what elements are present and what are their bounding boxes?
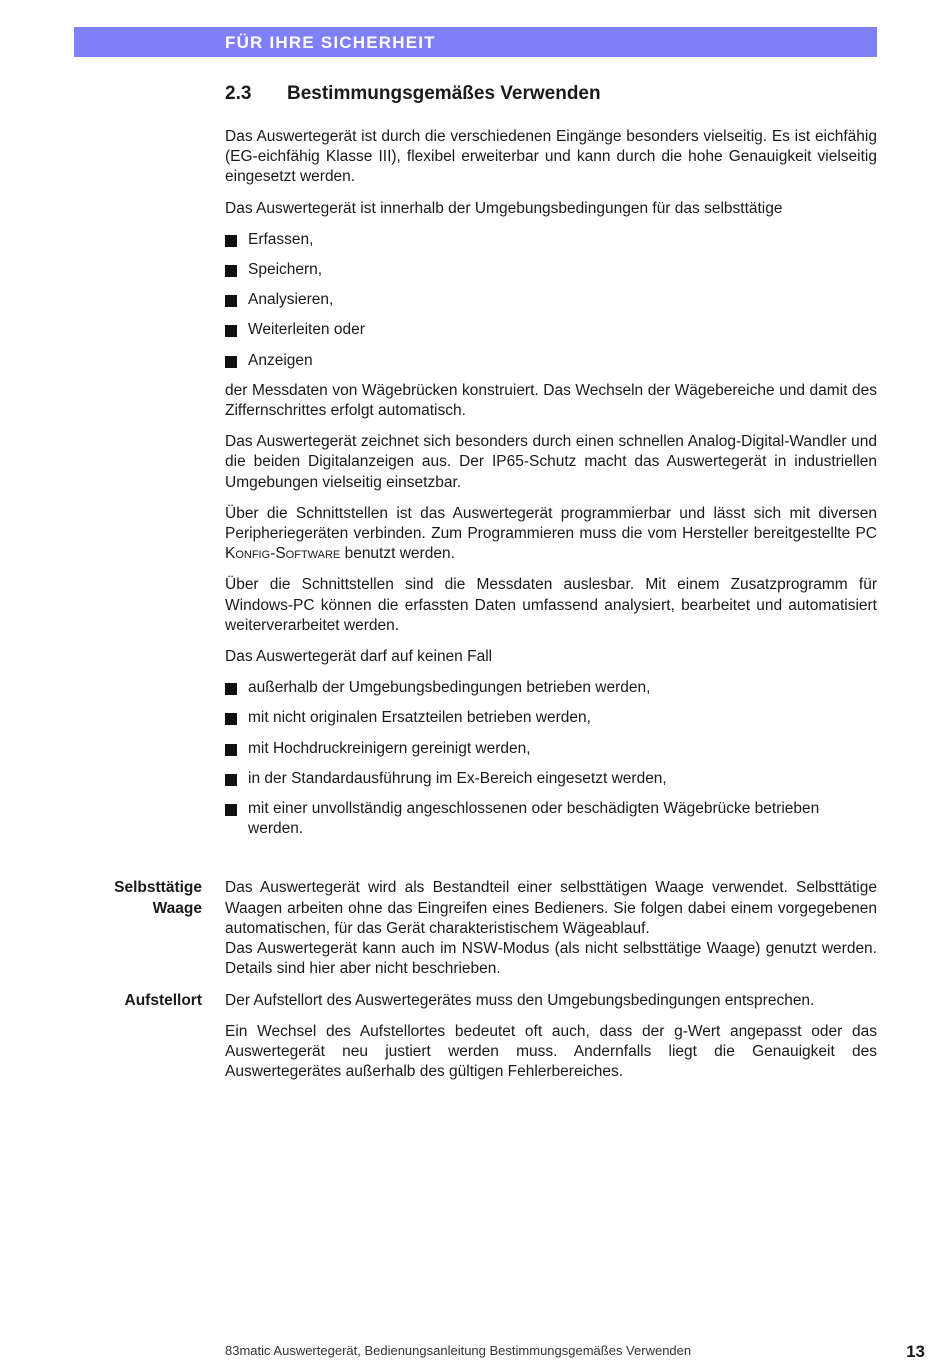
- section-number: 2.3: [225, 83, 252, 104]
- bullet-square-icon: [225, 325, 237, 337]
- margin-label-aufstellort: Aufstellort: [124, 991, 202, 1009]
- list-item: mit nicht originalen Ersatzteilen betrieben werden,: [225, 708, 877, 728]
- list-item: Erfassen,: [225, 230, 877, 250]
- bullet-square-icon: [225, 774, 237, 786]
- bullet-square-icon: [225, 713, 237, 725]
- list-item: Weiterleiten oder: [225, 320, 877, 340]
- section-aufstellort: [124, 991, 877, 1083]
- paragraph-prohibited: Das Auswertegerät darf auf keinen Fall: [225, 648, 493, 666]
- bullet-square-icon: [225, 265, 237, 277]
- function-list: [225, 230, 877, 371]
- paragraph-interfaces: Über die Schnittstellen ist das Auswertegerät programmierbar und lässt sich mit diversen Peripheriegeräten verbinden. Zum Programmieren muss die vom Hersteller bereitgestellte PC Konfig-Software benutzt werden.: [225, 504, 877, 563]
- paragraph-location: Der Aufstellort des Auswertegerätes muss den Umgebungsbedingungen entsprechen.: [225, 991, 815, 1009]
- bullet-square-icon: [225, 804, 237, 816]
- paragraph-nsw-mode: Das Auswertegerät kann auch im NSW-Modus (als nicht selbsttätige Waage) genutzt werden. Details sind hier aber nicht beschrieben.: [225, 940, 877, 978]
- list-item: Analysieren,: [225, 290, 877, 310]
- list-item: Anzeigen: [225, 351, 877, 371]
- list-item: mit Hochdruckreinigern gereinigt werden,: [225, 739, 877, 759]
- paragraph-data-readout: Über die Schnittstellen sind die Messdaten auslesbar. Mit einem Zusatzprogramm für Windows-PC können die erfassten Daten umfassend analysiert, bearbeitet und automatisiert weiterverarbeitet werden.: [225, 576, 877, 634]
- section-header-bar: [74, 27, 877, 57]
- paragraph-converter: Das Auswertegerät zeichnet sich besonders durch einen schnellen Analog-Digital-Wandler und die beiden Digitalanzeigen aus. Der IP65-Schutz macht das Auswertegerät in industriellen Umgebungen vielseitig einsetzbar.: [225, 433, 877, 491]
- paragraph-location-change: Ein Wechsel des Aufstellortes bedeutet oft auch, dass der g-Wert angepasst oder das Auswertegerät neu justiert werden muss. Andernfalls liegt die Genauigkeit des Auswertegerätes außerhalb des gültigen Fehlerbereiches.: [225, 1022, 877, 1081]
- margin-label-selbsttaetige-waage: Selbsttätige Waage: [114, 879, 202, 917]
- paragraph-automatic-scale: Das Auswertegerät wird als Bestandteil einer selbsttätigen Waage verwendet. Selbsttätige Waagen arbeiten ohne das Eingreifen eines Bedieners. Sie folgen dabei einem vorgegebenen automatischen, für das Gerät charakteristischem Wägeablauf.: [225, 879, 877, 937]
- section-selbsttaetige-waage: [114, 878, 877, 979]
- paragraph-measurement: der Messdaten von Wägebrücken konstruiert. Das Wechseln der Wägebereiche und damit des Ziffernschrittes erfolgt automatisch.: [225, 381, 877, 420]
- list-item: mit einer unvollständig angeschlossenen oder beschädigten Wägebrücke betrieben werden.: [225, 799, 877, 839]
- paragraph-intro: Das Auswertegerät ist durch die verschiedenen Eingänge besonders vielseitig. Es ist eichfähig (EG-eichfähig Klasse III), flexibel erweiterbar und kann durch die hohe Genauigkeit vielseitig eingesetzt werden.: [225, 128, 877, 186]
- list-item: Speichern,: [225, 260, 877, 280]
- bullet-square-icon: [225, 295, 237, 307]
- list-item: in der Standardausführung im Ex-Bereich eingesetzt werden,: [225, 769, 877, 789]
- bullet-square-icon: [225, 235, 237, 247]
- bullet-square-icon: [225, 744, 237, 756]
- section-heading: [225, 80, 877, 108]
- footer-text: 83matic Auswertegerät, Bedienungsanleitung Bestimmungsgemäßes Verwenden: [225, 1343, 692, 1358]
- header-title: FÜR IHRE SICHERHEIT: [225, 33, 436, 52]
- page-number: 13: [906, 1342, 925, 1361]
- paragraph-environment: Das Auswertegerät ist innerhalb der Umgebungsbedingungen für das selbsttätige: [225, 199, 783, 217]
- bullet-square-icon: [225, 683, 237, 695]
- prohibited-list: [225, 678, 877, 839]
- bullet-square-icon: [225, 356, 237, 368]
- main-content: [114, 80, 877, 1093]
- software-name: Konfig-Software: [225, 545, 341, 563]
- list-item: außerhalb der Umgebungsbedingungen betrieben werden,: [225, 678, 877, 698]
- section-title: Bestimmungsgemäßes Verwenden: [287, 83, 601, 104]
